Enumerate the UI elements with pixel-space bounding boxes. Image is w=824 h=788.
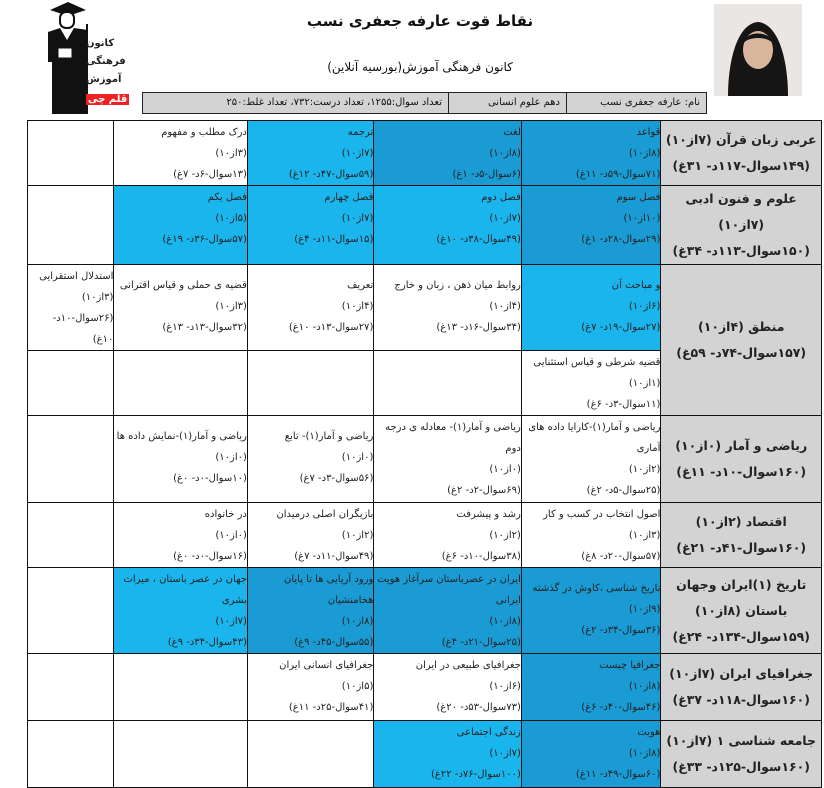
topic-stats: (۶۰سوال-۴۹د- ۱۱غ)	[575, 769, 661, 780]
topic-stats: (۴۳سوال-۳۴د- ۹غ)	[167, 637, 247, 648]
topic-title: و مباحث آن	[611, 280, 661, 291]
topic-title: ایران در عصرباستان سرآغاز هویت ایرانی	[377, 574, 521, 606]
topic-stats: (۲۷سوال-۱۳د- ۱۰غ)	[288, 322, 374, 333]
subject-stats: (۱۵۹سوال-۱۳۴د- ۲۴غ)	[672, 628, 810, 644]
topic-cell	[521, 351, 661, 416]
subject-cell	[661, 121, 822, 186]
topic-score: (۶از۱۰)	[628, 301, 661, 312]
topic-title: قضیه ی حملی و قیاس اقترانی	[119, 280, 247, 291]
subject-stats: (۱۶۰سوال-۴۱د- ۲۱غ)	[676, 540, 807, 555]
topic-cell	[521, 721, 661, 788]
topic-score: (۸از۱۰)	[628, 681, 661, 692]
topic-title: قضیه شرطی و قیاس استثنایی	[533, 357, 661, 368]
topic-title: ترجمه	[347, 127, 374, 138]
logo-line: فرهنگی	[86, 56, 126, 67]
kanoon-logo	[44, 2, 128, 114]
subject-row	[28, 654, 822, 721]
topic-title: ریاضی و آمار(۱)-کارایا داده های آماری	[528, 422, 661, 454]
topic-score: (۷از۱۰)	[341, 213, 374, 224]
empty-cell	[114, 351, 248, 416]
topic-cell	[114, 568, 248, 654]
topic-title: تاریخ شناسی ،کاوش در گذشته	[532, 583, 661, 594]
topic-cell	[247, 265, 373, 351]
topic-score: (۳از۱۰)	[215, 148, 247, 159]
empty-cell	[28, 654, 114, 721]
topic-stats: (۱۰۰سوال-۷۶د- ۲۲غ)	[431, 769, 521, 780]
topic-cell	[247, 416, 373, 503]
topic-title: فصل چهارم	[324, 192, 374, 203]
subject-name: اقتصاد (۲از۱۰)	[695, 514, 787, 529]
logo-line: کانون	[86, 38, 115, 49]
topic-score: (۱۰از۱۰)	[623, 213, 661, 224]
topic-stats: (۱۱سوال-۳د- ۶غ)	[586, 399, 661, 410]
topic-score: (۲از۱۰)	[489, 530, 521, 541]
student-name: نام: عارفه جعفری نسب	[566, 93, 706, 113]
subject-name: ریاضی و آمار (۰از۱۰)	[675, 438, 808, 453]
topic-score: (۰از۱۰)	[215, 452, 247, 463]
topic-title: تعریف	[347, 280, 374, 291]
page-subtitle: کانون فرهنگی آموزش(بورسیه آنلاین)	[327, 60, 513, 74]
empty-cell	[114, 721, 248, 788]
topic-title: لغت	[503, 127, 521, 138]
subject-row	[28, 416, 822, 503]
subject-stats: (۱۴۹سوال-۱۱۷د- ۳۱غ)	[672, 158, 810, 173]
topic-cell	[521, 121, 661, 186]
topic-stats: (۷۱سوال-۵۹د- ۱۱غ)	[575, 169, 661, 180]
topic-score: (۶از۱۰)	[489, 681, 521, 692]
topic-score: (۳از۱۰)	[628, 530, 661, 541]
subject-cell	[661, 186, 822, 265]
topic-stats: (۳۶سوال-۳۴د- ۲غ)	[581, 625, 661, 636]
topic-title: جغرافیای انسانی ایران	[279, 660, 374, 671]
topic-title: استدلال استقرایی	[39, 271, 114, 282]
topic-score: (۴از۱۰)	[489, 301, 521, 312]
topic-title: ریاضی و آمار(۱)- معادله ی درجه دوم	[385, 422, 521, 454]
subject-cell	[661, 416, 822, 503]
topic-score: (۹از۱۰)	[628, 604, 661, 615]
topic-stats: (۱۶سوال-۰د- ۰غ)	[173, 551, 247, 562]
topic-cell	[374, 721, 522, 788]
topic-title: بازیگران اصلی درمیدان	[276, 509, 374, 520]
empty-cell	[28, 416, 114, 503]
topic-cell	[374, 654, 522, 721]
topic-cell	[114, 121, 248, 186]
topic-cell	[374, 416, 522, 503]
empty-cell	[247, 721, 373, 788]
topic-score: (۱از۱۰)	[628, 378, 661, 389]
subject-stats: (۱۶۰سوال-۱۱۸د- ۳۷غ)	[672, 692, 810, 707]
empty-cell	[114, 654, 248, 721]
topic-cell	[247, 186, 373, 265]
topic-score: (۳از۱۰)	[215, 301, 247, 312]
empty-cell	[28, 503, 114, 568]
subject-name: علوم و فنون ادبی (۷از۱۰)	[685, 191, 797, 232]
subject-cell	[661, 654, 822, 721]
empty-cell	[247, 351, 373, 416]
topic-score: (۲از۱۰)	[628, 464, 661, 475]
empty-cell	[28, 121, 114, 186]
topic-cell	[521, 265, 661, 351]
empty-cell	[28, 568, 114, 654]
topic-cell	[28, 265, 114, 351]
topic-title: جهان در عصر باستان ، میراث بشری	[123, 574, 247, 606]
topic-stats: (۵۷سوال-۳۶د- ۱۹غ)	[162, 234, 247, 245]
subject-stats: (۱۶۰سوال-۱۲۵د- ۳۳غ)	[672, 759, 810, 774]
topic-title: اصول انتخاب در کسب و کار	[543, 509, 661, 520]
topic-cell	[114, 265, 248, 351]
topic-score: (۵از۱۰)	[215, 213, 247, 224]
subject-cell	[661, 265, 822, 416]
subject-row	[28, 265, 822, 351]
logo-line: آموزش	[86, 74, 122, 85]
topic-stats: (۱۳سوال-۶د- ۷غ)	[173, 169, 247, 180]
topic-cell	[247, 503, 373, 568]
topic-stats: (۴۱سوال-۲۵د- ۱۱غ)	[288, 702, 374, 713]
topic-title: جغرافیا چیست	[599, 660, 661, 671]
topic-cell	[374, 568, 522, 654]
topic-title: قواعد	[636, 127, 661, 138]
empty-cell	[28, 721, 114, 788]
graduate-figure-icon	[44, 2, 88, 114]
empty-cell	[28, 186, 114, 265]
topic-stats: (۵۷سوال-۲۰د- ۸غ)	[581, 551, 661, 562]
topic-stats: (۶سوال-۵د- ۱غ)	[452, 169, 521, 180]
topic-score: (۲از۱۰)	[341, 530, 374, 541]
topic-title: فصل یکم	[207, 192, 247, 203]
topic-stats: (۵۹سوال-۴۷د- ۱۲غ)	[288, 169, 374, 180]
page-title: نقاط قوت عارفه جعفری نسب	[306, 12, 534, 30]
topic-stats: (۲۶سوال-۱۰د- ۱۰غ)	[52, 313, 114, 345]
subject-row	[28, 503, 822, 568]
strengths-table	[27, 120, 822, 788]
topic-cell	[114, 503, 248, 568]
topic-score: (۸از۱۰)	[341, 616, 374, 627]
subject-row	[28, 121, 822, 186]
subject-cell	[661, 503, 822, 568]
topic-stats: (۳۴سوال-۱۶د- ۱۳غ)	[436, 322, 521, 333]
topic-title: هویت	[637, 727, 661, 738]
topic-score: (۸از۱۰)	[628, 748, 661, 759]
subject-stats: (۱۵۰سوال-۱۱۳د- ۳۴غ)	[672, 243, 810, 258]
topic-score: (۸از۱۰)	[489, 616, 521, 627]
overall-stats: تعداد سوال:۱۲۵۵، تعداد درست:۷۳۲، تعداد غلط:۲۵۰	[226, 97, 442, 108]
topic-title: رشد و پیشرفت	[456, 509, 521, 520]
topic-title: در خانواده	[204, 509, 247, 520]
topic-cell	[247, 654, 373, 721]
logo-line: قلم چی	[88, 94, 128, 105]
subject-name: تاریخ (۱)ایران وجهان باستان (۸از۱۰)	[676, 576, 807, 618]
topic-cell	[521, 654, 661, 721]
topic-score: (۰از۱۰)	[215, 530, 247, 541]
topic-score: (۷از۱۰)	[341, 148, 374, 159]
empty-cell	[374, 351, 522, 416]
topic-score: (۷از۱۰)	[215, 616, 247, 627]
topic-stats: (۲۷سوال-۱۹د- ۷غ)	[581, 322, 661, 333]
subject-row	[28, 186, 822, 265]
subject-row	[28, 568, 822, 654]
topic-cell	[374, 186, 522, 265]
topic-score: (۴از۱۰)	[341, 301, 374, 312]
topic-stats: (۵۶سوال-۳د- ۷غ)	[299, 473, 374, 484]
student-photo	[714, 4, 802, 96]
topic-cell	[374, 265, 522, 351]
subject-stats: (۱۵۷سوال-۷۴د- ۵۹غ)	[676, 345, 807, 360]
topic-cell	[247, 121, 373, 186]
topic-score: (۸از۱۰)	[628, 148, 661, 159]
topic-stats: (۱۵سوال-۱۱د- ۴غ)	[294, 234, 374, 245]
topic-score: (۳از۱۰)	[81, 292, 114, 303]
topic-cell	[521, 416, 661, 503]
topic-cell	[374, 121, 522, 186]
topic-stats: (۴۹سوال-۳۸د- ۱۰غ)	[436, 234, 521, 245]
topic-cell	[521, 503, 661, 568]
topic-title: زندگی اجتماعی	[456, 727, 521, 738]
topic-title: ورود آریایی ها تا پایان هخامنشیان	[283, 574, 374, 606]
subject-cell	[661, 568, 822, 654]
topic-title: ریاضی و آمار(۱)- تابع	[284, 431, 374, 442]
topic-score: (۵از۱۰)	[341, 681, 374, 692]
subject-name: عربی زبان قرآن (۷از۱۰)	[665, 132, 817, 147]
topic-stats: (۴۹سوال-۱۱د- ۷غ)	[294, 551, 374, 562]
topic-title: روابط میان ذهن ، زبان و خارج	[394, 280, 521, 291]
avatar-icon	[714, 4, 802, 96]
topic-title: فصل سوم	[616, 192, 661, 203]
topic-score: (۰از۱۰)	[341, 452, 374, 463]
subject-cell	[661, 721, 822, 788]
topic-score: (۷از۱۰)	[489, 748, 521, 759]
topic-stats: (۱۰سوال-۰د- ۰غ)	[173, 473, 247, 484]
topic-cell	[521, 186, 661, 265]
topic-stats: (۵۵سوال-۴۵د- ۹غ)	[294, 637, 374, 648]
topic-stats: (۲۵سوال-۲۱د- ۴غ)	[441, 637, 521, 648]
topic-title: جغرافیای طبیعی در ایران	[415, 660, 521, 671]
topic-stats: (۴۶سوال-۴۰د- ۶غ)	[581, 702, 661, 713]
subject-stats: (۱۶۰سوال-۱۰د- ۱۱غ)	[676, 464, 807, 479]
topic-cell	[374, 503, 522, 568]
topic-title: درک مطلب و مفهوم	[161, 127, 247, 138]
topic-score: (۷از۱۰)	[489, 213, 521, 224]
topic-cell	[247, 568, 373, 654]
subject-name: منطق (۴از۱۰)	[697, 319, 785, 334]
topic-stats: (۳۸سوال-۱۰د- ۶غ)	[441, 551, 521, 562]
subject-row	[28, 721, 822, 788]
topic-stats: (۷۳سوال-۵۳د- ۲۰غ)	[436, 702, 521, 713]
student-info-bar	[142, 92, 707, 114]
empty-cell	[28, 351, 114, 416]
topic-title: ریاضی و آمار(۱)-نمایش داده ها	[116, 431, 247, 442]
topic-stats: (۲۵سوال-۵د- ۲غ)	[586, 485, 661, 496]
topic-title: فصل دوم	[481, 192, 521, 203]
subject-name: جامعه شناسی ۱ (۷از۱۰)	[666, 733, 817, 748]
topic-stats: (۳۲سوال-۱۳د- ۱۳غ)	[162, 322, 247, 333]
subject-name: جغرافیای ایران (۷از۱۰)	[669, 666, 814, 681]
topic-stats: (۲۹سوال-۲۸د- ۱غ)	[581, 234, 661, 245]
topic-score: (۰از۱۰)	[489, 464, 521, 475]
student-grade: دهم علوم انسانی	[448, 93, 566, 113]
topic-cell	[114, 416, 248, 503]
topic-score: (۸از۱۰)	[489, 148, 521, 159]
topic-stats: (۶۹سوال-۲د- ۲غ)	[447, 485, 521, 496]
topic-cell	[521, 568, 661, 654]
topic-cell	[114, 186, 248, 265]
